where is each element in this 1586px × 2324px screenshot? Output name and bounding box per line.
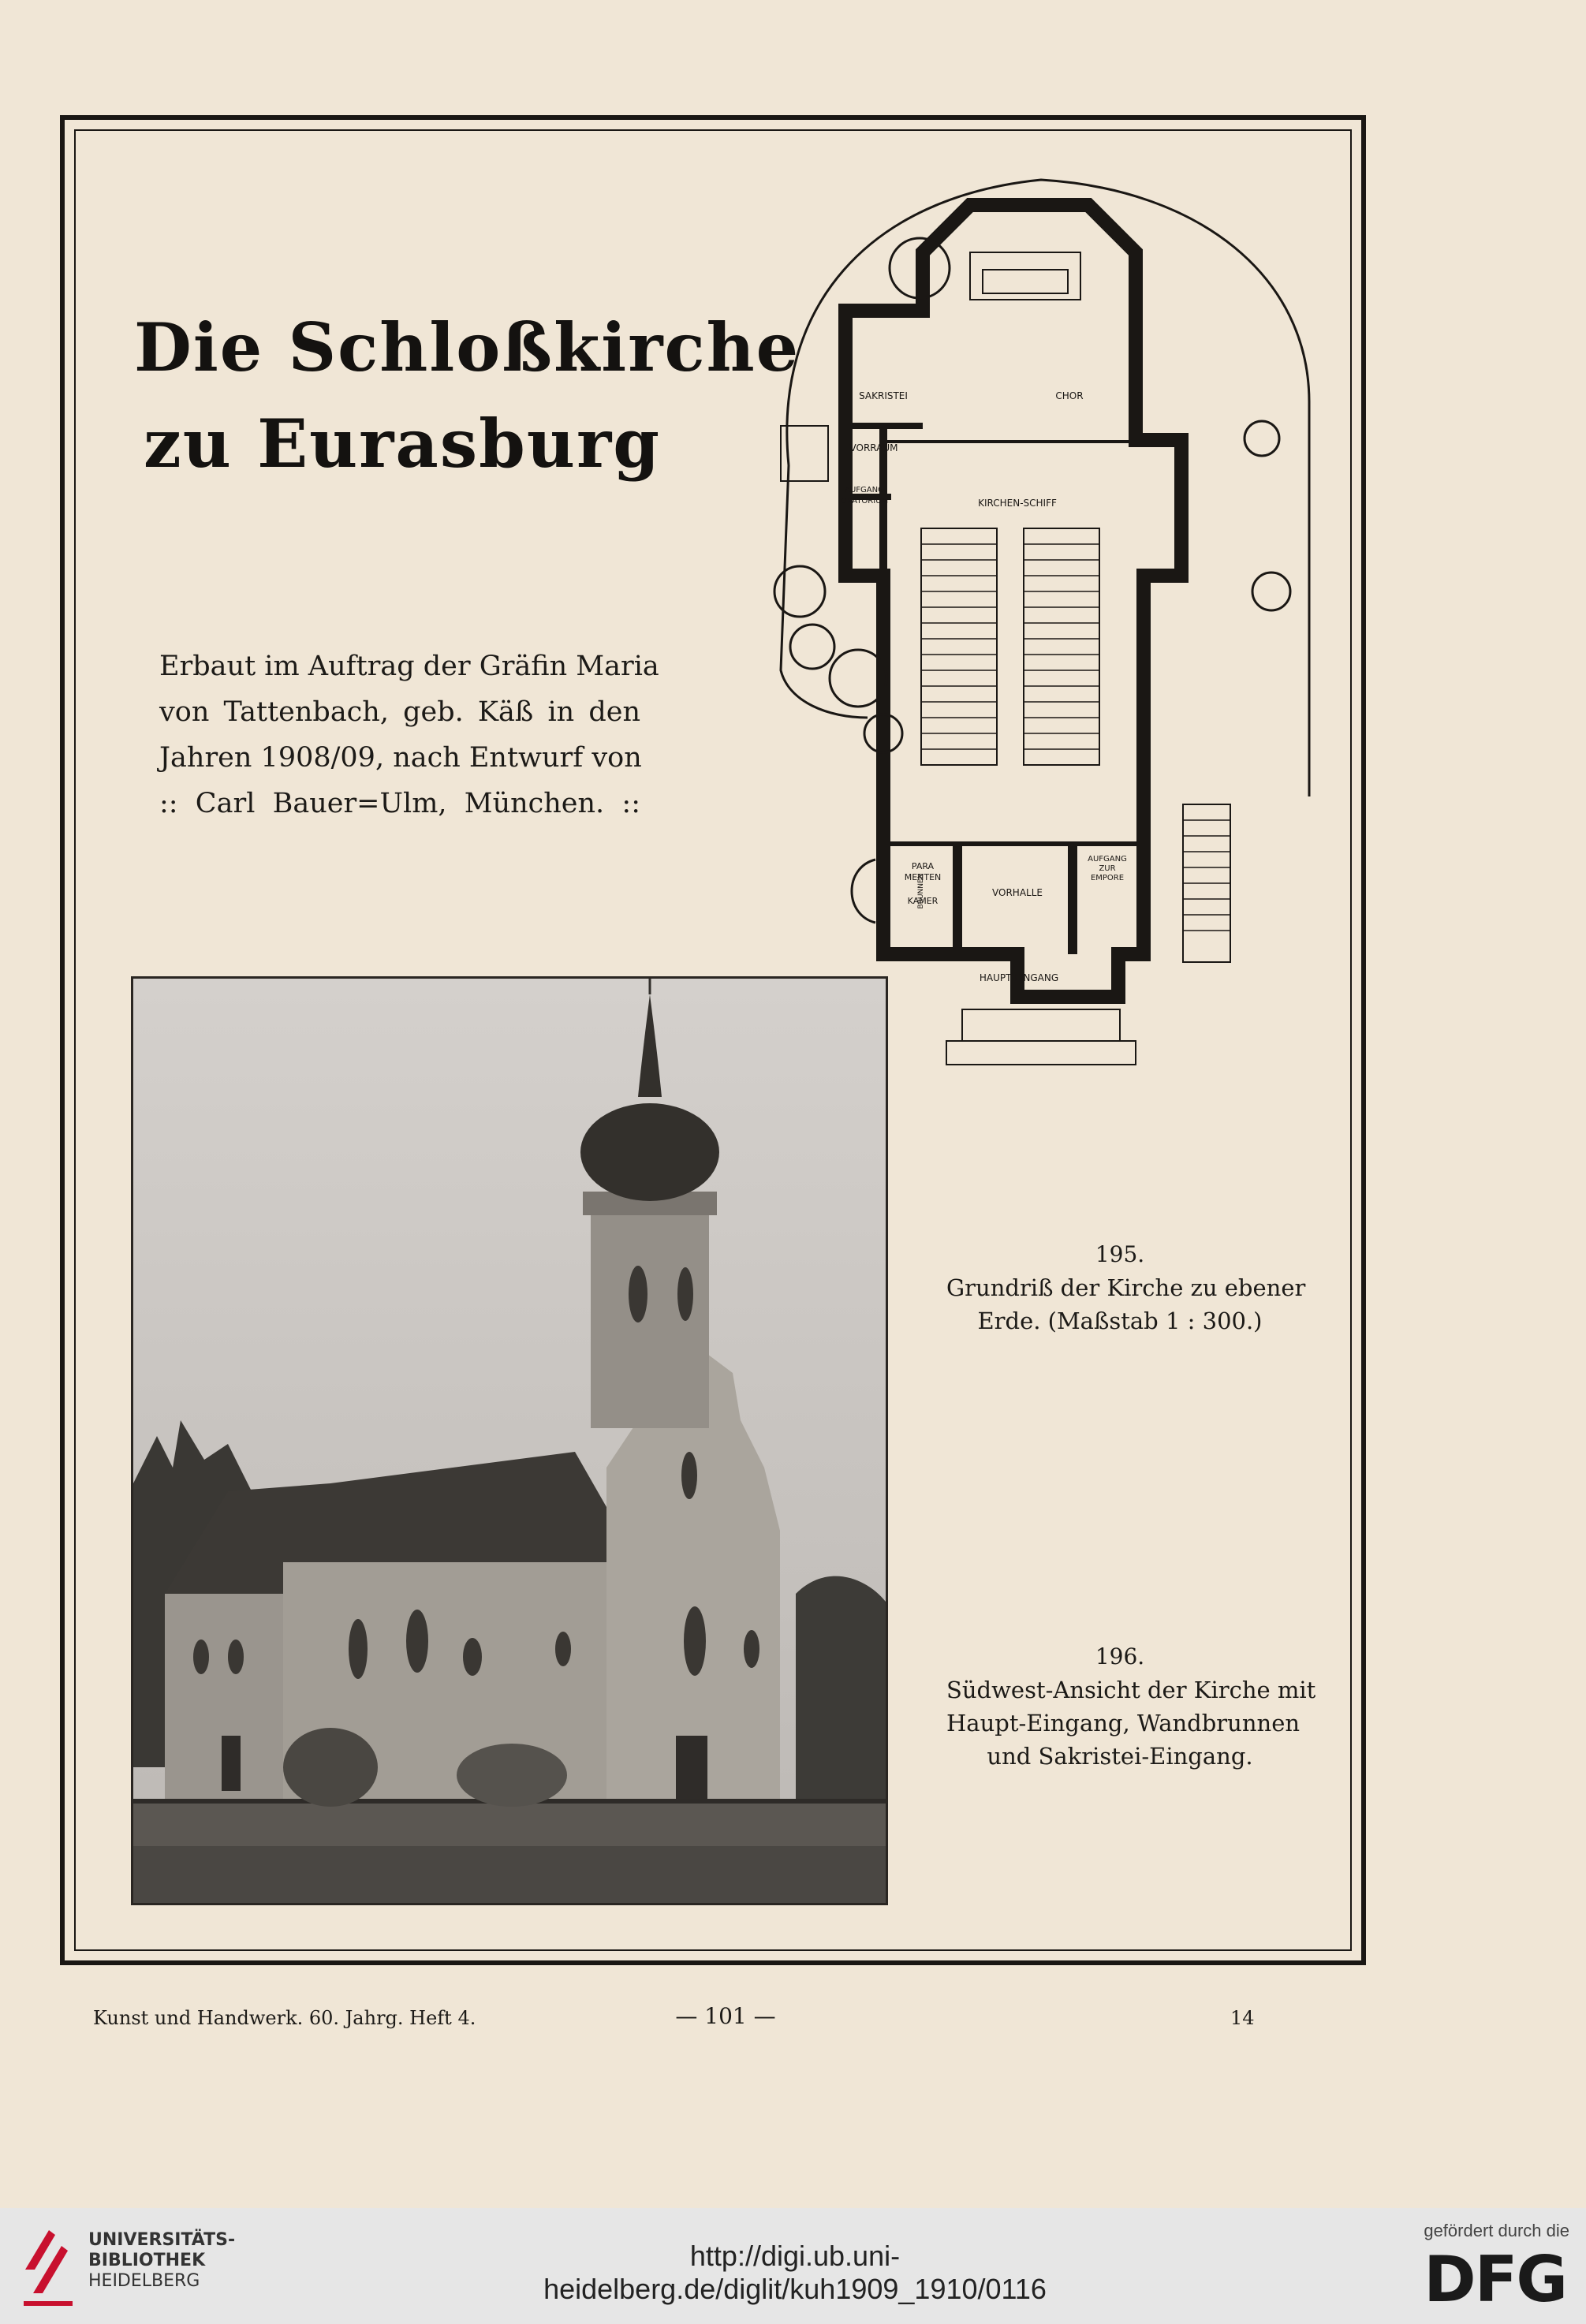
intro-line: Erbaut im Auftrag der Gräfin Maria (159, 651, 659, 682)
figure-number: 195. (1095, 1241, 1145, 1267)
dfg-logo: DFG (1424, 2243, 1566, 2316)
plan-label-brunnen: BRUNNEN (917, 873, 925, 909)
title-line-2: zu Eurasburg (144, 405, 661, 483)
institution-line: HEIDELBERG (88, 2271, 200, 2291)
institution-line: BIBLIOTHEK (88, 2251, 206, 2270)
figure-number: 196. (1095, 1643, 1145, 1669)
plan-label-aufgang-empore-1: AUFGANG (1088, 855, 1127, 864)
ub-heidelberg-logo-icon (17, 2222, 80, 2309)
intro-paragraph (159, 643, 659, 826)
plan-label-chor: CHOR (1055, 390, 1084, 401)
intro-line: :: Carl Bauer=Ulm, München. :: (159, 788, 640, 819)
page-title (134, 300, 800, 492)
plan-label-paramenten-2: MENTEN (904, 872, 942, 882)
plan-label-haupteingang: HAUPT EINGANG (979, 972, 1059, 983)
caption-figure-196 (946, 1640, 1316, 1773)
plan-label-paramenten-3: KAMER (907, 896, 939, 906)
plan-label-aufgang-empore-3: EMPORE (1090, 874, 1125, 882)
caption-line: und Sakristei-Eingang. (987, 1743, 1253, 1770)
intro-line: Jahren 1908/09, nach Entwurf von (159, 742, 642, 774)
permalink-url[interactable]: http://digi.ub.uni-heidelberg.de/diglit/kuh1909_1910/0116 (543, 2240, 1047, 2305)
caption-figure-195 (946, 1238, 1306, 1337)
caption-line: Haupt-Eingang, Wandbrunnen (946, 1710, 1301, 1736)
intro-line: von Tattenbach, geb. Käß in den (159, 696, 640, 728)
plan-label-aufgang-empore-2: ZUR (1099, 864, 1116, 873)
plan-label-vorhalle: VORHALLE (992, 887, 1043, 898)
title-line-1: Die Schloßkirche (134, 308, 800, 386)
funder-note: gefördert durch die (1424, 2221, 1569, 2240)
footer-page-number: — 101 — (675, 2003, 776, 2029)
church-photograph (131, 976, 888, 1905)
caption-line: Erde. (Maßstab 1 : 300.) (977, 1307, 1263, 1334)
caption-line: Südwest-Ansicht der Kirche mit (946, 1677, 1316, 1703)
institution-line: UNIVERSITÄTS- (88, 2230, 236, 2250)
church-photo-image (133, 979, 886, 1903)
plan-label-paramenten-1: PARA (911, 861, 935, 871)
institution-name (88, 2230, 235, 2292)
plan-label-oratorium: ORATORIUM (840, 497, 889, 505)
footer-sheet-number: 14 (1230, 2007, 1255, 2029)
plan-label-sakristei: SAKRISTEI (859, 390, 908, 401)
plan-label-aufgang: AUFGANG (845, 486, 884, 494)
footer-journal: Kunst und Handwerk. 60. Jahrg. Heft 4. (93, 2007, 476, 2029)
plan-label-vorraum: VORRAUM (849, 442, 898, 453)
caption-line: Grundriß der Kirche zu ebener (946, 1274, 1306, 1301)
plan-label-kirchenschiff: KIRCHEN-SCHIFF (978, 498, 1057, 509)
